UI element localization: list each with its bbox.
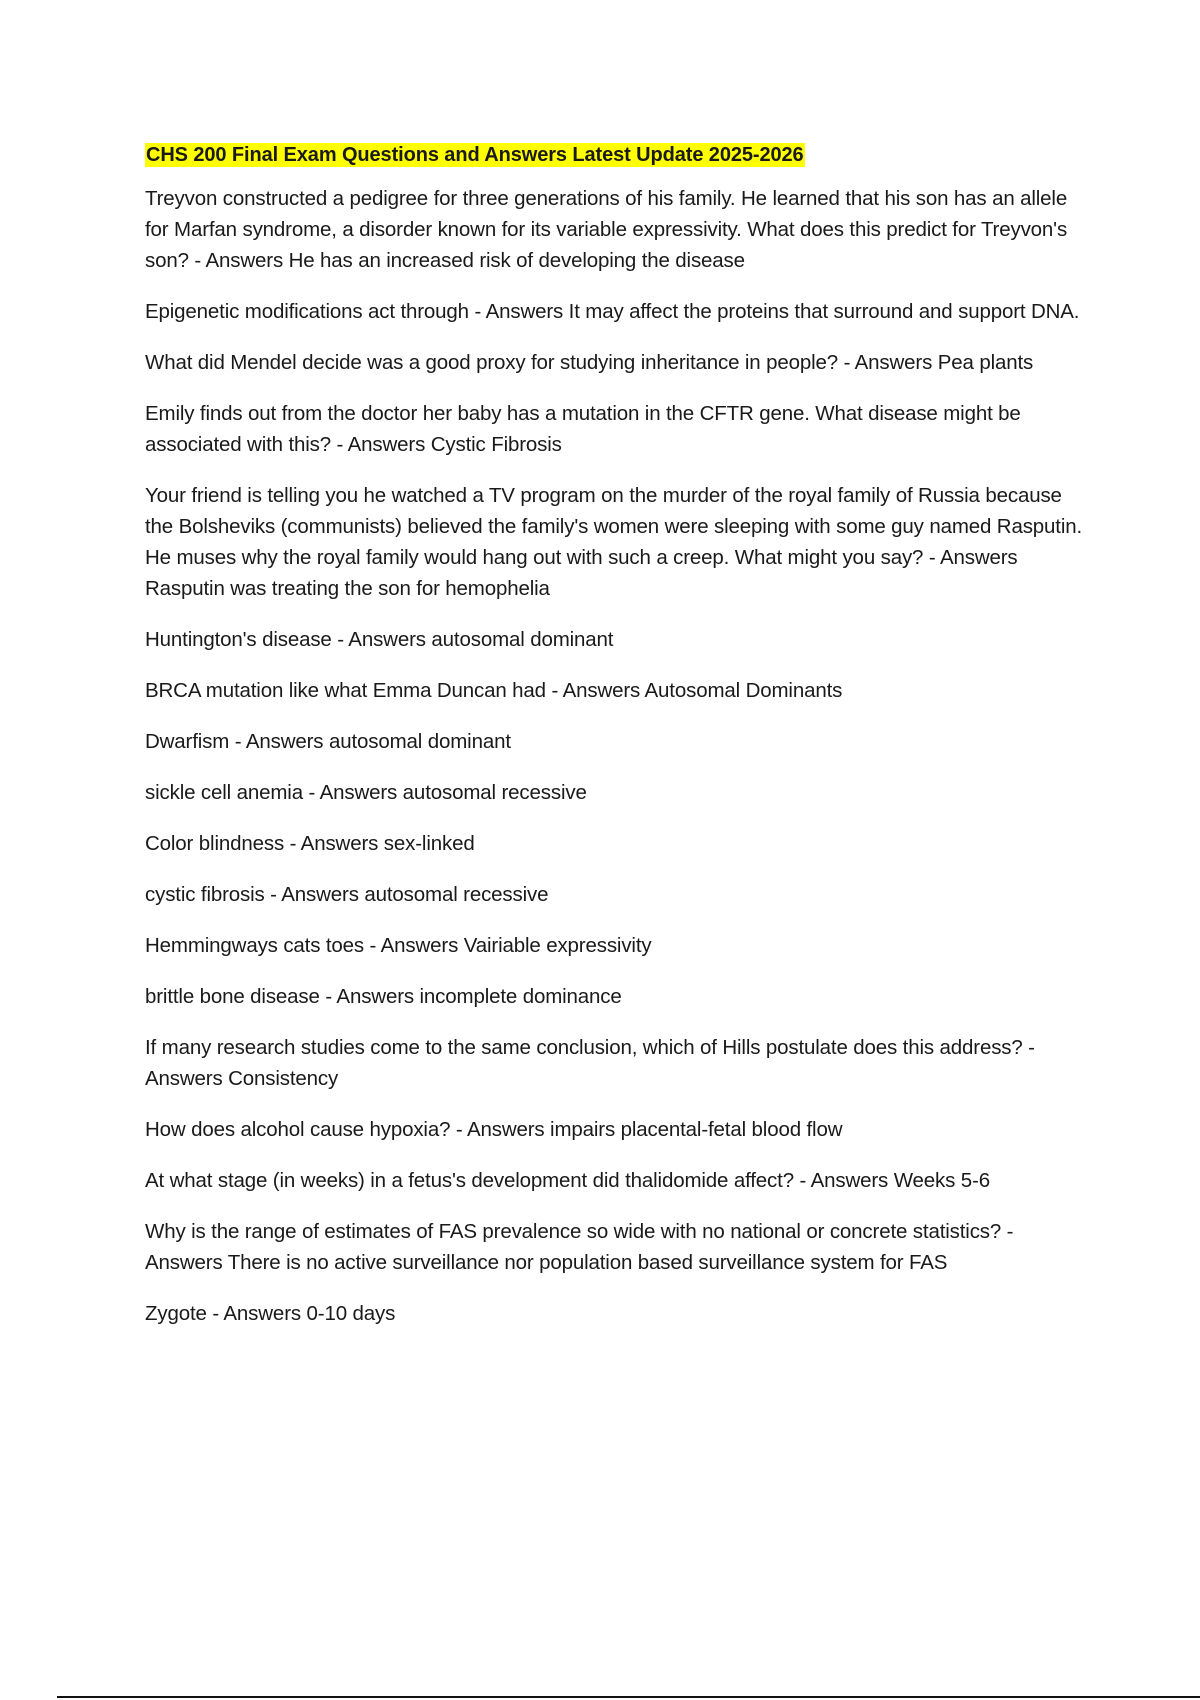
document-title: CHS 200 Final Exam Questions and Answers Latest Update 2025-2026 — [146, 144, 804, 166]
qa-item: Zygote - Answers 0-10 days — [145, 1302, 396, 1325]
qa-item: cystic fibrosis - Answers autosomal recessive — [145, 883, 549, 906]
qa-item: Emily finds out from the doctor her baby has a mutation in the CFTR gene. What disease might be associated with this? - Answers Cystic Fibrosis — [145, 402, 1021, 456]
qa-item: Your friend is telling you he watched a TV program on the murder of the royal family of Russia because the Bolsheviks (communists) believed the family's women were sleeping with some guy named Rasputin. He muses why the royal family would hang out with such a creep. What might you say? - Answers Rasputin was treating the son for hemophelia — [145, 484, 1083, 600]
qa-list — [145, 183, 1095, 1329]
qa-item: Why is the range of estimates of FAS prevalence so wide with no national or concrete statistics? - Answers There is no active surveillance nor population based surveillance system for FAS — [145, 1220, 1014, 1274]
qa-item: Dwarfism - Answers autosomal dominant — [145, 730, 511, 753]
bottom-divider — [57, 1696, 1200, 1698]
qa-item: BRCA mutation like what Emma Duncan had - Answers Autosomal Dominants — [145, 679, 843, 702]
qa-item: If many research studies come to the same conclusion, which of Hills postulate does this address? - Answers Consistency — [145, 1036, 1035, 1090]
qa-item: sickle cell anemia - Answers autosomal recessive — [145, 781, 587, 804]
qa-item: How does alcohol cause hypoxia? - Answers impairs placental-fetal blood flow — [145, 1118, 843, 1141]
qa-item: What did Mendel decide was a good proxy for studying inheritance in people? - Answers Pea plants — [145, 351, 1034, 374]
qa-item: Epigenetic modifications act through - Answers It may affect the proteins that surround and support DNA. — [145, 300, 1080, 323]
qa-item: At what stage (in weeks) in a fetus's development did thalidomide affect? - Answers Weeks 5-6 — [145, 1169, 990, 1192]
qa-item: Huntington's disease - Answers autosomal dominant — [145, 628, 614, 651]
qa-item: Treyvon constructed a pedigree for three generations of his family. He learned that his son has an allele for Marfan syndrome, a disorder known for its variable expressivity. What does this predict for Treyvon's son? - Answers He has an increased risk of developing the disease — [145, 187, 1068, 272]
document-page — [145, 143, 1095, 1349]
qa-item: Color blindness - Answers sex-linked — [145, 832, 475, 855]
qa-item: Hemmingways cats toes - Answers Vairiable expressivity — [145, 934, 652, 957]
qa-item: brittle bone disease - Answers incomplete dominance — [145, 985, 622, 1008]
